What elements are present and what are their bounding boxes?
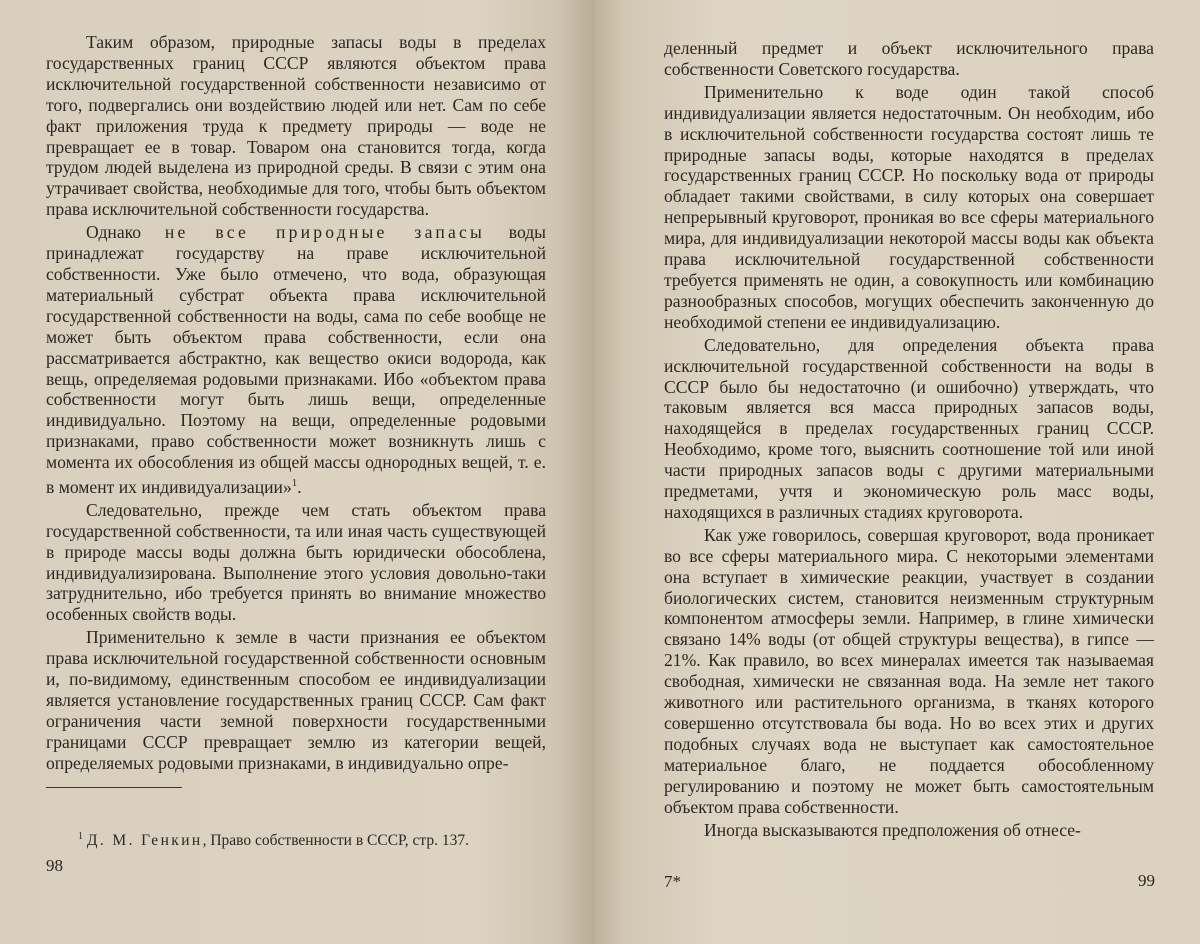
footnote-ref: 1 <box>291 477 298 490</box>
page-number-right: 99 <box>1138 871 1155 890</box>
footnote-author: Д. М. Генкин <box>86 832 203 850</box>
page-number-left: 98 <box>46 856 63 875</box>
left-paragraph-3: Следовательно, прежде чем стать объектом права государственной собственности, та или иная часть существующей в природе массы воды должна быть юридически обособлена, индивидуализирована. Выполнение этого условия довольно-таки затруднительно, ибо требуется принять во внимание множество особенных свойств воды. <box>46 499 546 625</box>
right-paragraph-4: Как уже говорилось, совершая круговорот, вода проникает во все сферы материального мира. С некоторыми элементами она вступает в химические реакции, участвует в создании биологических систем, становится неизменным структурным компонентом атмосферы земли. Например, в глине химически связано 14% воды (от общей структуры вещества), в гипсе — 21%. Как правило, во всех минералах имеется так называемая свободная, химически не связанная вода. На земле нет такого животного или растительного организма, в тканях которого совершенно отсутствовала бы вода. Но во всех этих и других подобных случаях вода не выступает как самостоятельное материальное благо, не поддается обособленному регулированию и поэтому не может быть самостоятельным объектом права собственности. <box>664 524 1154 817</box>
footnote-text: , Право собственности в СССР, стр. 137. <box>202 832 469 850</box>
footnote-rule <box>46 787 182 788</box>
spaced-emphasis: не все природные запасы <box>164 222 486 243</box>
right-page <box>594 0 1200 944</box>
left-paragraph-2-start: Однако <box>86 222 165 243</box>
right-paragraph-5: Иногда высказываются предположения об отнесе- <box>704 819 1081 840</box>
left-page-text <box>46 32 546 774</box>
footnote <box>78 828 469 850</box>
left-page <box>0 0 594 944</box>
right-paragraph-2: Применительно к воде один такой способ индивидуализации является недостаточным. Он необходим, ибо в исключительной собственности государства состоят лишь те природные запасы воды, которые находятся в пределах государственных границ СССР. Но поскольку вода от природы обладает такими свойствами, в силу которых она совершает непрерывный круговорот, проникая во все сферы материального мира, для индивидуализации некоторой массы воды как объекта права исключительной государственной собственности требуется применять не один, а совокупность или комбинацию разнообразных способов, могущих обеспечить законченную до необходимой степени ее индивидуализацию. <box>664 81 1154 332</box>
left-paragraph-1: Таким образом, природные запасы воды в пределах государственных границ СССР являются объектом права исключительной государственной собственности независимо от того, подвергались они воздействию людей или нет. Сам по себе факт приложения труда к предмету природы — воде не превращает ее в товар. Товаром она становится тогда, когда трудом людей выделена из природной среды. В связи с этим она утрачивает свойства, необходимые для того, чтобы быть объектом права исключительной собственности государства. <box>46 32 546 220</box>
signature-mark: 7* <box>664 872 681 891</box>
right-paragraph-3: Следовательно, для определения объекта права исключительной государственной собственности на воды в СССР было бы недостаточно (и ошибочно) утверждать, что таковым является вся масса природных запасов воды, находящейся в пределах государственных границ СССР. Необходимо, кроме того, выяснить соотношение той или иной части природных запасов воды с другими материальными предметами, учтя и экономическую роль масс воды, находящихся в различных стадиях круговорота. <box>664 334 1154 522</box>
left-paragraph-4: Применительно к земле в части признания ее объектом права исключительной государственной собственности основным и, по-видимому, единственным способом ее индивидуализации является установление государственных границ СССР. Сам факт ограничения части земной поверхности государственными границами СССР превращает землю из категории вещей, определяемых родовыми признаками, в индивидуально опре- <box>46 627 546 773</box>
right-paragraph-1: деленный предмет и объект исключительного права собственности Советского государства. <box>664 38 1154 79</box>
left-paragraph-2-body: воды принадлежат государству на праве исключительной собственности. Уже было отмечено, что вода, образующая материальный субстрат объекта права исключительной государственной собственности на воды, сама по себе вообще не может быть объектом права собственности, если она рассматривается абстрактно, как вещество окиси водорода, как вещь, определяемая родовыми признаками. Ибо «объектом права собственности могут быть лишь вещи, определенные индивидуально. Поэтому на вещи, определенные родовыми признаками, право собственности может возникнуть лишь с момента их обособления из общей массы однородных вещей, т. е. в момент их индивидуализации» <box>46 222 547 497</box>
footnote-marker: 1 <box>78 831 83 842</box>
right-page-text <box>664 38 1154 840</box>
left-paragraph-2: Однако не все природные запасы воды принадлежат государству на праве исключительной собственности. Уже было отмечено, что вода, образующая материальный субстрат объекта права исключительной государственной собственности на воды, сама по себе вообще не может быть объектом права собственности, если она рассматривается абстрактно, как вещество окиси водорода, как вещь, определяемая родовыми признаками. Ибо «объектом права собственности могут быть лишь вещи, определенные индивидуально. Поэтому на вещи, определенные родовыми признаками, право собственности может возникнуть лишь с момента их обособления из общей массы однородных вещей, т. е. в момент их индивидуализации»$^1$. <box>46 222 547 497</box>
